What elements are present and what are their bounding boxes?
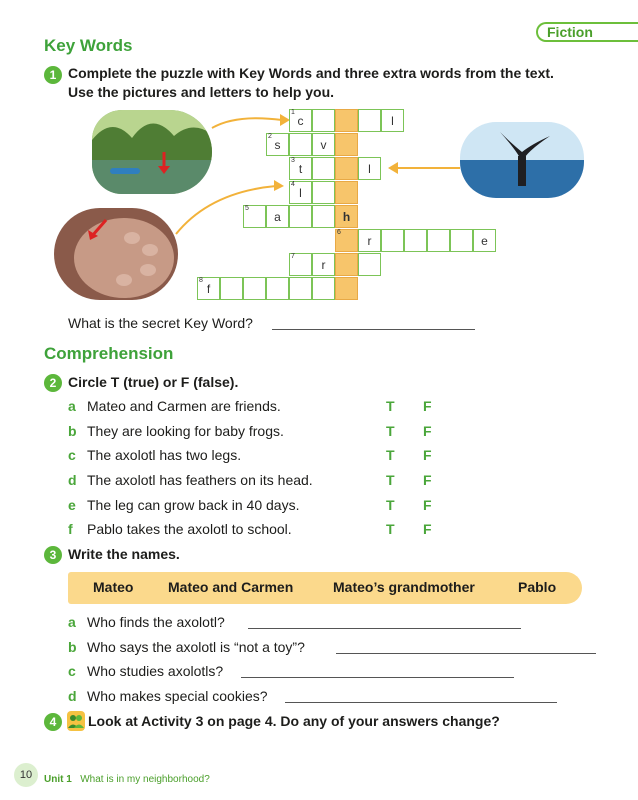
item-text: The axolotl has feathers on its head. — [87, 472, 313, 488]
crossword-cell-secret[interactable] — [335, 109, 358, 132]
names-question-list — [68, 614, 608, 714]
crossword-cell[interactable] — [427, 229, 450, 252]
cell-letter: l — [299, 186, 302, 200]
crossword-cell[interactable] — [312, 109, 335, 132]
cell-letter: v — [320, 138, 327, 152]
false-option[interactable]: F — [423, 472, 432, 488]
step-2-instruction: Circle T (true) or F (false). — [68, 374, 239, 390]
answer-line[interactable] — [336, 653, 596, 654]
crossword-cell[interactable] — [289, 133, 312, 156]
item-letter: a — [68, 398, 76, 414]
crossword-cell[interactable] — [312, 157, 335, 180]
crossword-cell[interactable] — [266, 133, 289, 156]
item-letter: a — [68, 614, 76, 630]
cell-letter: h — [342, 210, 351, 224]
secret-word-prompt: What is the secret Key Word? — [68, 315, 253, 331]
cell-letter: l — [391, 114, 394, 128]
crossword-cell[interactable] — [289, 109, 312, 132]
item-letter: b — [68, 423, 77, 439]
list-item — [68, 398, 448, 418]
crossword-cell[interactable] — [220, 277, 243, 300]
crossword-cell[interactable] — [243, 205, 266, 228]
section-tag-label: Fiction — [547, 24, 593, 40]
true-option[interactable]: T — [386, 423, 395, 439]
item-text: Who makes special cookies? — [87, 688, 268, 704]
crossword-cell[interactable] — [266, 205, 289, 228]
list-item — [68, 663, 608, 683]
cell-letter: e — [481, 234, 488, 248]
crossword-cell[interactable] — [473, 229, 496, 252]
step-2-badge: 2 — [44, 374, 62, 392]
clue-number: 7 — [291, 253, 295, 260]
crossword-cell[interactable] — [289, 277, 312, 300]
clue-number: 6 — [337, 229, 341, 236]
crossword-cell[interactable] — [289, 205, 312, 228]
step-1-instruction-line1: Complete the puzzle with Key Words and three extra words from the text. — [68, 65, 554, 81]
answer-line[interactable] — [285, 702, 557, 703]
crossword-cell[interactable] — [381, 109, 404, 132]
comprehension-heading: Comprehension — [44, 344, 174, 363]
item-letter: d — [68, 472, 77, 488]
list-item — [68, 688, 608, 708]
list-item — [68, 614, 608, 634]
item-text: They are looking for baby frogs. — [87, 423, 284, 439]
name-option: Mateo — [93, 579, 134, 595]
cell-letter: l — [368, 162, 371, 176]
crossword-cell[interactable] — [243, 277, 266, 300]
crossword-cell[interactable] — [312, 253, 335, 276]
false-option[interactable]: F — [423, 447, 432, 463]
true-option[interactable]: T — [386, 472, 395, 488]
list-item — [68, 423, 448, 443]
item-text: Who says the axolotl is “not a toy”? — [87, 639, 305, 655]
list-item — [68, 472, 448, 492]
crossword-cell-secret[interactable] — [335, 181, 358, 204]
step-3-instruction: Write the names. — [68, 546, 180, 562]
crossword-cell-secret[interactable] — [335, 157, 358, 180]
step-4-badge: 4 — [44, 713, 62, 731]
list-item — [68, 447, 448, 467]
answer-line[interactable] — [241, 677, 514, 678]
pair-work-icon — [67, 711, 85, 731]
false-option[interactable]: F — [423, 423, 432, 439]
crossword-cell[interactable] — [358, 157, 381, 180]
crossword-cell-secret[interactable] — [335, 229, 358, 252]
crossword-cell[interactable] — [312, 181, 335, 204]
true-option[interactable]: T — [386, 447, 395, 463]
true-option[interactable]: T — [386, 398, 395, 414]
crossword-cell-secret[interactable] — [335, 133, 358, 156]
crossword-cell-secret[interactable] — [335, 205, 358, 228]
item-letter: c — [68, 663, 76, 679]
crossword-cell[interactable] — [289, 181, 312, 204]
step-1-badge: 1 — [44, 66, 62, 84]
list-item — [68, 639, 608, 659]
crossword-cell-secret[interactable] — [335, 277, 358, 300]
crossword-cell[interactable] — [312, 205, 335, 228]
names-word-bank — [68, 572, 582, 604]
key-words-heading: Key Words — [44, 36, 133, 55]
crossword-cell[interactable] — [404, 229, 427, 252]
clue-number: 1 — [291, 109, 295, 116]
item-text: Pablo takes the axolotl to school. — [87, 521, 292, 537]
name-option: Mateo and Carmen — [168, 579, 294, 595]
step-3-badge: 3 — [44, 546, 62, 564]
crossword-cell[interactable] — [358, 229, 381, 252]
name-option: Pablo — [518, 579, 557, 595]
list-item — [68, 521, 448, 541]
crossword-cell[interactable] — [312, 277, 335, 300]
crossword-cell[interactable] — [266, 277, 289, 300]
true-option[interactable]: T — [386, 497, 395, 513]
cell-letter: f — [206, 282, 211, 296]
item-letter: f — [68, 521, 73, 537]
footer-unit-info — [44, 769, 210, 787]
item-text: Who finds the axolotl? — [87, 614, 225, 630]
false-option[interactable]: F — [423, 398, 432, 414]
item-text: Mateo and Carmen are friends. — [87, 398, 281, 414]
cell-letter: r — [321, 258, 326, 272]
secret-word-answer-line[interactable] — [272, 329, 475, 330]
crossword-cell-secret[interactable] — [335, 253, 358, 276]
item-text: The axolotl has two legs. — [87, 447, 242, 463]
crossword-cell[interactable] — [450, 229, 473, 252]
clue-number: 2 — [268, 133, 272, 140]
footer-unit: Unit 1 — [44, 774, 72, 785]
page-number: 10 — [14, 763, 38, 787]
crossword-cell[interactable] — [289, 253, 312, 276]
item-letter: e — [68, 497, 76, 513]
crossword-cell[interactable] — [358, 253, 381, 276]
item-letter: b — [68, 639, 77, 655]
cell-letter: s — [274, 138, 281, 152]
clue-number: 5 — [245, 205, 249, 212]
footer-unit-title: What is in my neighborhood? — [80, 774, 210, 785]
answer-line[interactable] — [248, 628, 521, 629]
true-option[interactable]: T — [386, 521, 395, 537]
crossword-cell[interactable] — [358, 109, 381, 132]
item-letter: c — [68, 447, 76, 463]
step-1-instruction-line2: Use the pictures and letters to help you. — [68, 84, 335, 100]
item-text: Who studies axolotls? — [87, 663, 224, 679]
item-letter: d — [68, 688, 77, 704]
list-item — [68, 497, 448, 517]
crossword-cell[interactable] — [312, 133, 335, 156]
crossword-cell[interactable] — [197, 277, 220, 300]
cell-letter: t — [298, 162, 303, 176]
clue-number: 8 — [199, 277, 203, 284]
step-4-instruction: Look at Activity 3 on page 4. Do any of your answers change? — [88, 713, 500, 729]
false-option[interactable]: F — [423, 521, 432, 537]
false-option[interactable]: F — [423, 497, 432, 513]
cell-letter: c — [297, 114, 304, 128]
item-text: The leg can grow back in 40 days. — [87, 497, 300, 513]
cell-letter: a — [274, 210, 281, 224]
crossword-cell[interactable] — [289, 157, 312, 180]
clue-number: 4 — [291, 181, 295, 188]
cell-letter: r — [367, 234, 372, 248]
clue-number: 3 — [291, 157, 295, 164]
name-option: Mateo’s grandmother — [333, 579, 475, 595]
crossword-cell[interactable] — [381, 229, 404, 252]
